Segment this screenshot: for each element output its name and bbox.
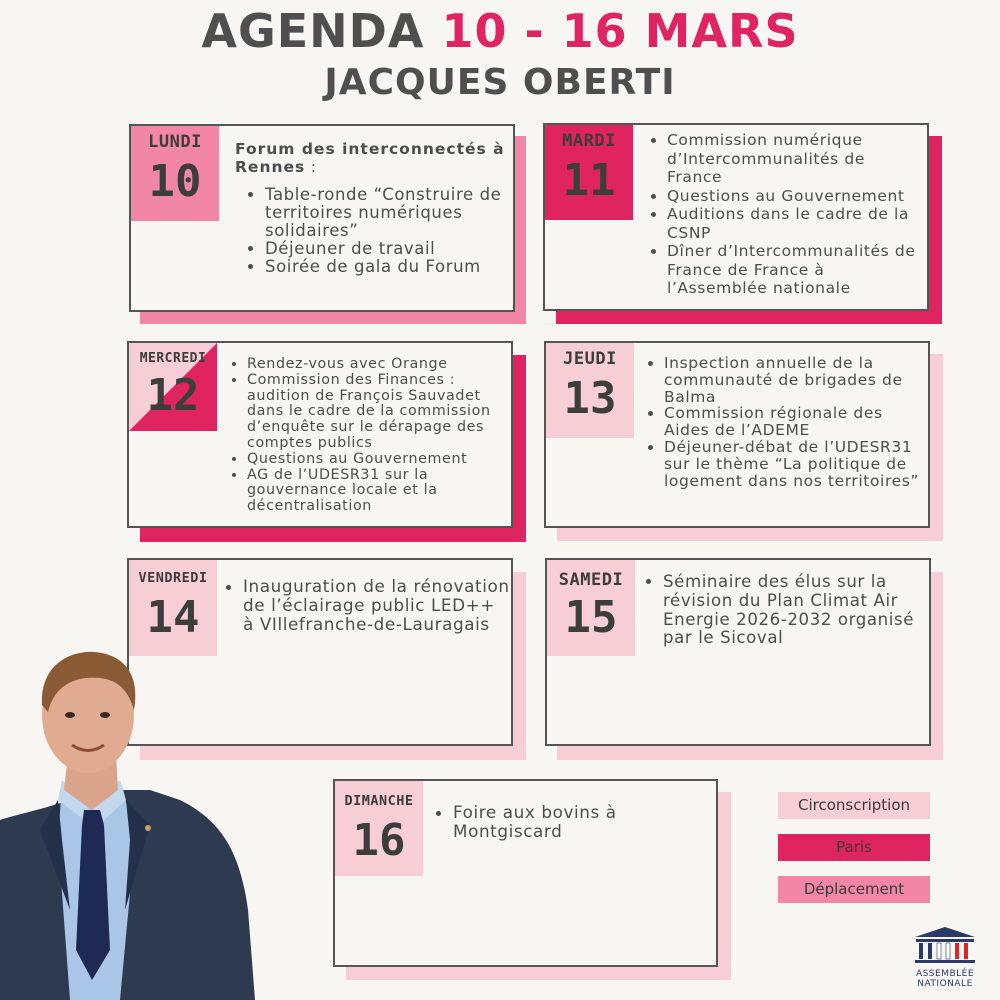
lundi-day-number: 10 <box>148 156 202 207</box>
lundi-item: • Soirée de gala du Forum <box>265 258 510 276</box>
lundi-day-box <box>131 126 219 221</box>
mardi-day-box <box>545 125 633 220</box>
legend-paris: Paris <box>778 834 930 861</box>
lundi-item: • Déjeuner de travail <box>265 240 510 258</box>
mercredi-card <box>127 341 513 528</box>
title-prefix: AGENDA <box>201 4 442 58</box>
logo-line1: ASSEMBLÉE <box>915 969 975 979</box>
jeudi-day-box <box>546 343 634 438</box>
samedi-item: • Séminaire des élus sur la révision du Plan Climat Air Energie 2026-2032 organisé par le Sicoval <box>663 573 925 648</box>
vendredi-day-number: 14 <box>146 592 200 643</box>
dimanche-day-name: DIMANCHE <box>344 793 414 809</box>
mercredi-item: • Rendez-vous avec Orange <box>247 357 509 373</box>
mardi-card <box>543 123 929 311</box>
dimanche-card <box>333 779 718 967</box>
mardi-day-name: MARDI <box>562 131 616 151</box>
mardi-item: • Dîner d’Intercommunalités de France de France à l’Assemblée nationale <box>667 242 919 298</box>
assemblee-nationale-logo <box>906 923 984 993</box>
jeudi-card <box>544 341 930 528</box>
samedi-content <box>645 573 925 648</box>
portrait-photo <box>0 650 270 1000</box>
vendredi-day-box <box>129 560 217 656</box>
vendredi-item: • Inauguration de la rénovation de l’éclairage public LED++ à VIllefranche-de-Lauragais <box>243 577 510 633</box>
dimanche-day-box <box>335 781 423 876</box>
lundi-day-name: LUNDI <box>148 132 202 152</box>
title-dates: 10 - 16 MARS <box>441 4 799 58</box>
jeudi-day-number: 13 <box>563 373 617 424</box>
legend-circonscription: Circonscription <box>778 792 930 819</box>
jeudi-day-name: JEUDI <box>563 349 617 369</box>
lundi-lead-suffix: : <box>305 158 317 176</box>
mardi-day-number: 11 <box>562 155 616 206</box>
lundi-lead: Forum des interconnectés à Rennes <box>235 140 505 176</box>
mercredi-item: • Commission des Finances : audition de François Sauvadet dans le cadre de la commission d’enquête sur le dérapage des comptes publics <box>247 373 509 452</box>
samedi-day-name: SAMEDI <box>558 570 624 590</box>
vendredi-content <box>225 577 510 633</box>
jeudi-item: • Commission régionale des Aides de l’ADEME <box>664 405 924 439</box>
jeudi-content <box>646 355 924 489</box>
dimanche-item: • Foire aux bovins à Montgiscard <box>453 803 705 841</box>
mercredi-day-name: MERCREDI <box>139 351 207 366</box>
mardi-item: • Auditions dans le cadre de la CSNP <box>667 205 919 242</box>
assemblee-building-icon <box>910 923 980 965</box>
lundi-item: • Table-ronde “Construire de territoires numériques solidaires” <box>265 186 510 240</box>
logo-line2: NATIONALE <box>917 979 973 989</box>
jeudi-item: • Inspection annuelle de la communauté de brigades de Balma <box>664 355 924 405</box>
mercredi-day-box <box>129 343 217 431</box>
legend-deplacement: Déplacement <box>778 876 930 903</box>
samedi-card <box>545 558 931 746</box>
vendredi-day-name: VENDREDI <box>138 570 208 586</box>
jeudi-item: • Déjeuner-débat de l’UDESR31 sur le thème “La politique de logement dans nos territoires” <box>664 439 924 489</box>
mercredi-content <box>229 357 509 515</box>
mercredi-item: • Questions au Gouvernement <box>247 452 509 468</box>
dimanche-day-number: 16 <box>352 815 406 866</box>
mercredi-item: • AG de l’UDESR31 sur la gouvernance locale et la décentralisation <box>247 468 509 515</box>
page-subtitle: JACQUES OBERTI <box>324 62 676 103</box>
lundi-card <box>129 124 515 312</box>
lundi-content <box>235 140 510 276</box>
page-title <box>0 4 1000 58</box>
mercredi-day-number: 12 <box>146 370 200 421</box>
dimanche-content <box>435 803 705 841</box>
samedi-day-number: 15 <box>564 592 618 643</box>
mardi-item: • Commission numérique d’Intercommunalités de France <box>667 131 919 187</box>
samedi-day-box <box>547 560 635 656</box>
mardi-content <box>649 131 919 298</box>
mardi-item: • Questions au Gouvernement <box>667 187 919 206</box>
